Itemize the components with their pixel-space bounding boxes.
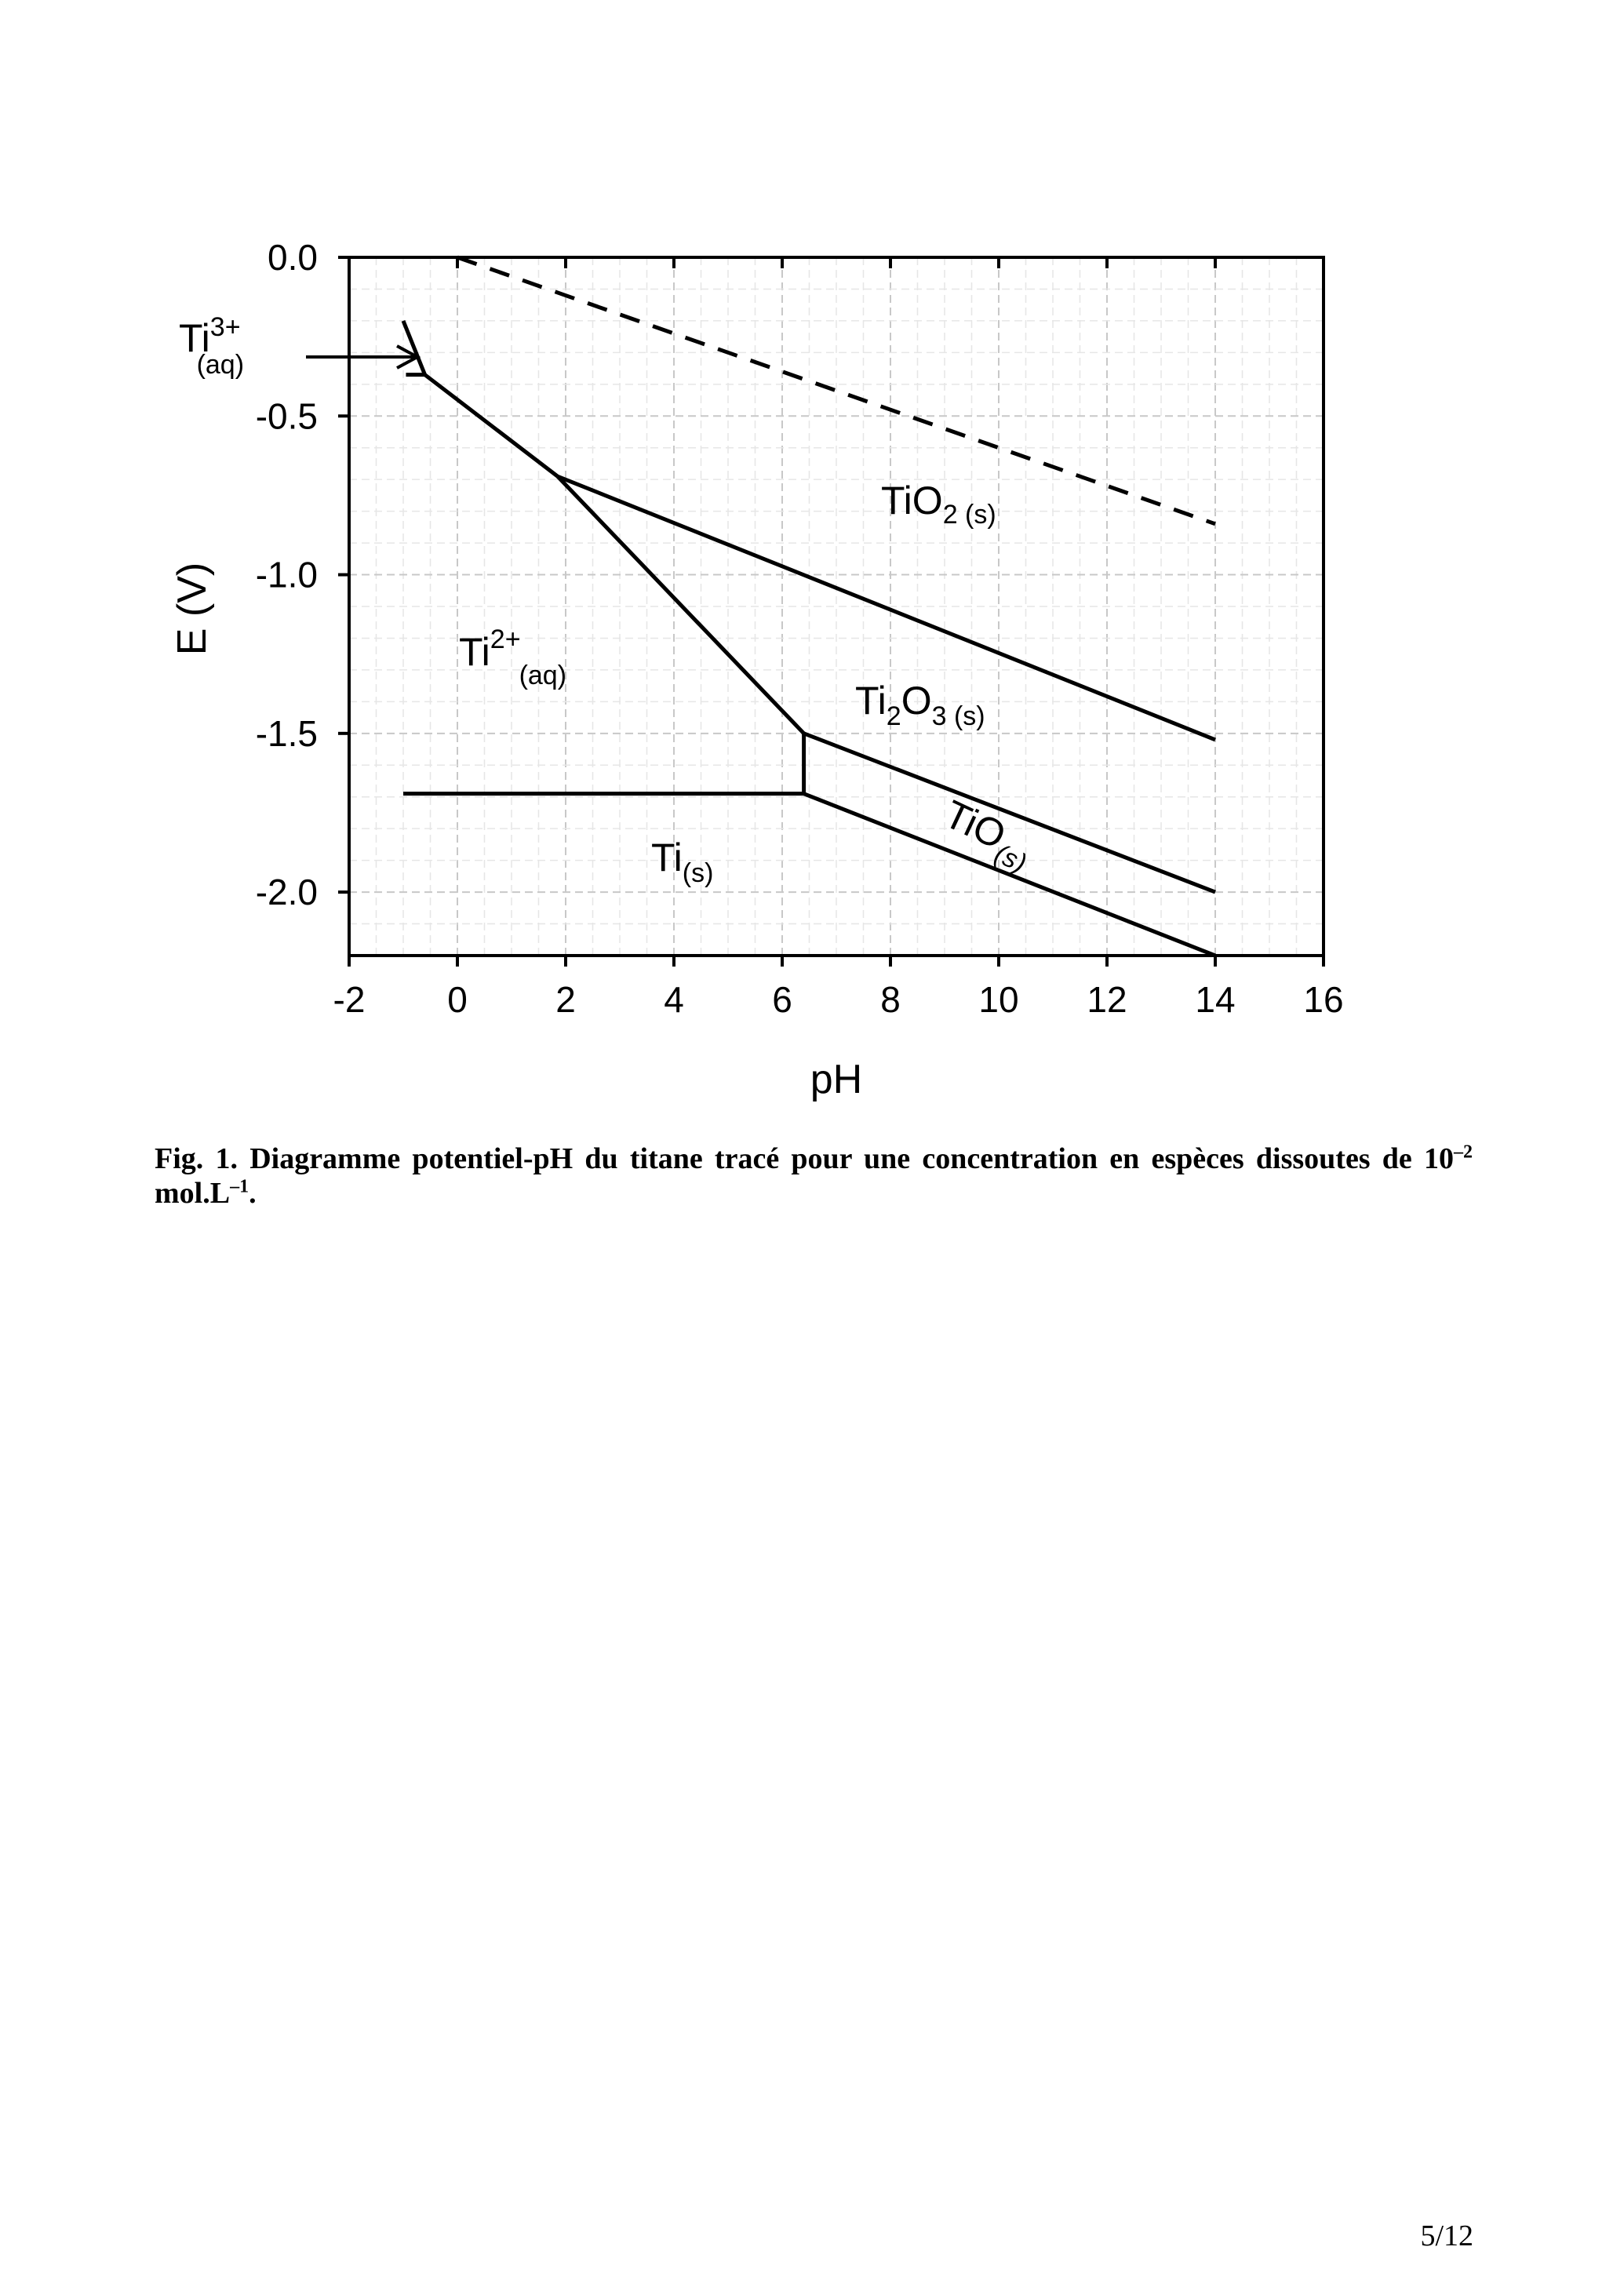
y-tick-label: -1.0 [255,554,318,595]
chart-grid [349,257,1324,956]
label-ti2-aq [459,624,566,690]
x-tick-label: 2 [555,979,576,1020]
svg-text:Ti2+(aq): Ti2+ (aq) [459,624,567,690]
x-tick-label: 10 [978,979,1019,1020]
caption-exp2: –1 [230,1176,249,1197]
x-tick-label: 0 [447,979,468,1020]
x-tick-label: -2 [333,979,366,1020]
series-Ti2+-Ti2O3 [558,476,804,734]
x-tick-label: 14 [1195,979,1236,1020]
svg-text:Ti(s): Ti(s) [651,836,714,888]
x-tick-labels [333,979,1344,1020]
x-tick-label: 6 [772,979,792,1020]
x-tick-label: 16 [1303,979,1344,1020]
svg-text:Ti2O3 (s): Ti2O3 (s) [855,679,985,731]
y-tick-label: 0.0 [268,237,318,278]
caption-exp1: –2 [1454,1142,1473,1163]
svg-text:TiO(s): TiO(s) [938,792,1032,879]
y-axis-title: E (V) [169,562,215,656]
y-tick-label: -1.5 [255,712,318,754]
figure-caption [155,1142,1473,1211]
label-ti-s [651,836,713,888]
x-tick-label: 8 [880,979,901,1020]
caption-text: Diagramme potentiel-pH du titane tracé pour une concentration en espèces dissoutes de 10 [249,1142,1454,1175]
x-tick-label: 4 [664,979,684,1020]
label-ti3-aq [179,312,417,380]
series-Ti2+-Ti2O3-boundary-low [425,375,558,476]
caption-end: . [249,1177,257,1210]
y-tick-label: -2.0 [255,872,318,913]
x-axis-title: pH [810,1057,863,1102]
label-ti2o3-s [855,679,985,731]
caption-prefix: Fig. 1. [155,1142,238,1175]
series-Ti3+-short-segment [403,321,425,375]
y-tick-label: -0.5 [255,395,318,437]
y-tick-labels [256,237,318,912]
svg-text:Ti3+(aq): Ti3+ (aq) [179,312,245,380]
svg-text:TiO2 (s): TiO2 (s) [881,479,996,530]
caption-unit: mol.L [155,1177,231,1210]
x-tick-label: 12 [1087,979,1127,1020]
label-tio2-s [881,479,996,530]
page-number: 5/12 [1420,2219,1473,2252]
